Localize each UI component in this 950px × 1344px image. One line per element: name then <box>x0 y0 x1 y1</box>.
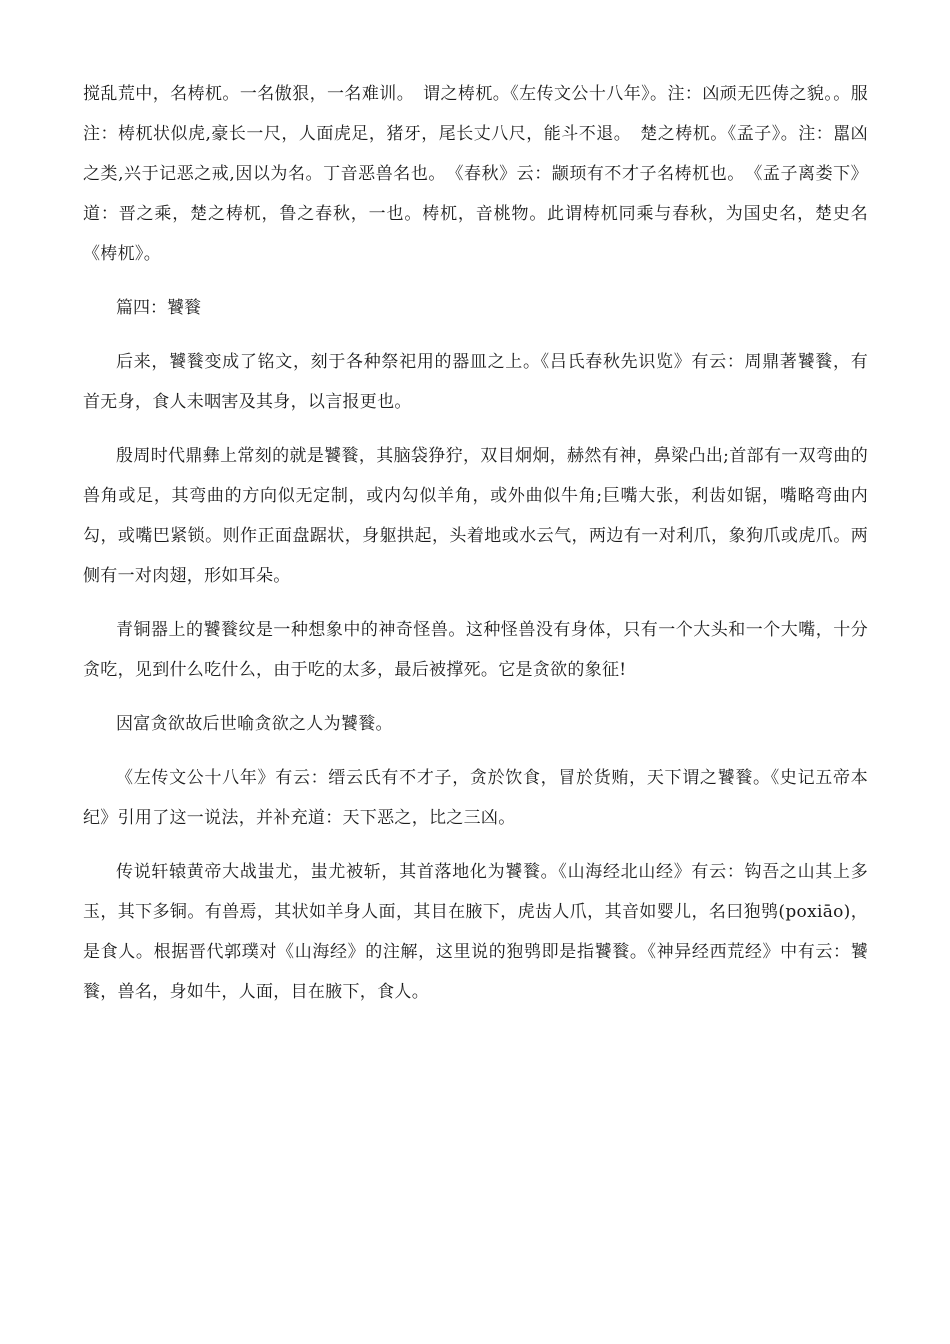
paragraph-zuozhuan: 《左传文公十八年》有云：缙云氏有不才子，贪於饮食，冒於货贿，天下谓之饕餮。《史记五帝本纪》引用了这一说法，并补充道：天下恶之，比之三凶。 <box>83 768 868 828</box>
paragraph-taowu: 搅乱荒中，名梼杌。一名傲狠，一名难训。 谓之梼杌。《左传文公十八年》。注：凶顽无匹俦之貌。。服注：梼杌状似虎,豪长一尺，人面虎足，猪牙，尾长丈八尺，能斗不退。 楚之梼杌。《孟子》。注：嚚凶之类,兴于记恶之戒,因以为名。丁音恶兽名也。 《春秋》云：颛顼有不才子名梼杌也。 《孟子离娄下》道：晋之乘，楚之梼杌，鲁之春秋，一也。梼杌，音桃物。此谓梼杌同乘与春秋，为国史名，楚史名《梼杌》。 <box>83 84 868 264</box>
paragraph-bronze-carving: 殷周时代鼎彝上常刻的就是饕餮，其脑袋狰狞，双目炯炯，赫然有神，鼻梁凸出;首部有一双弯曲的兽角或足，其弯曲的方向似无定制，或内勾似羊角，或外曲似牛角;巨嘴大张，利齿如锯，嘴略弯曲内勾，或嘴巴紧锁。则作正面盘踞状，身躯拱起，头着地或水云气，两边有一对利爪，象狗爪或虎爪。两侧有一对肉翅，形如耳朵。 <box>83 446 868 586</box>
document-page <box>83 74 868 1026</box>
paragraph-greed-metaphor: 因富贪欲故后世喻贪欲之人为饕餮。 <box>116 714 393 734</box>
paragraph-legend: 传说轩辕黄帝大战蚩尤，蚩尤被斩，其首落地化为饕餮。《山海经北山经》有云：钩吾之山其上多玉，其下多铜。有兽焉，其状如羊身人面，其目在腋下，虎齿人爪，其音如婴儿，名曰狍鸮(poxiāo)，是食人。根据晋代郭璞对《山海经》的注解，这里说的狍鸮即是指饕餮。《神异经西荒经》中有云：饕餮，兽名，身如牛，人面，目在腋下，食人。 <box>83 862 868 1002</box>
paragraph-taotie-pattern: 青铜器上的饕餮纹是一种想象中的神奇怪兽。这种怪兽没有身体，只有一个大头和一个大嘴，十分贪吃，见到什么吃什么，由于吃的太多，最后被撑死。它是贪欲的象征! <box>83 620 868 680</box>
paragraph-inscription: 后来，饕餮变成了铭文，刻于各种祭祀用的器皿之上。《吕氏春秋先识览》有云：周鼎著饕餮，有首无身，食人未咽害及其身，以言报更也。 <box>83 352 868 412</box>
section-title: 篇四：饕餮 <box>116 298 201 318</box>
